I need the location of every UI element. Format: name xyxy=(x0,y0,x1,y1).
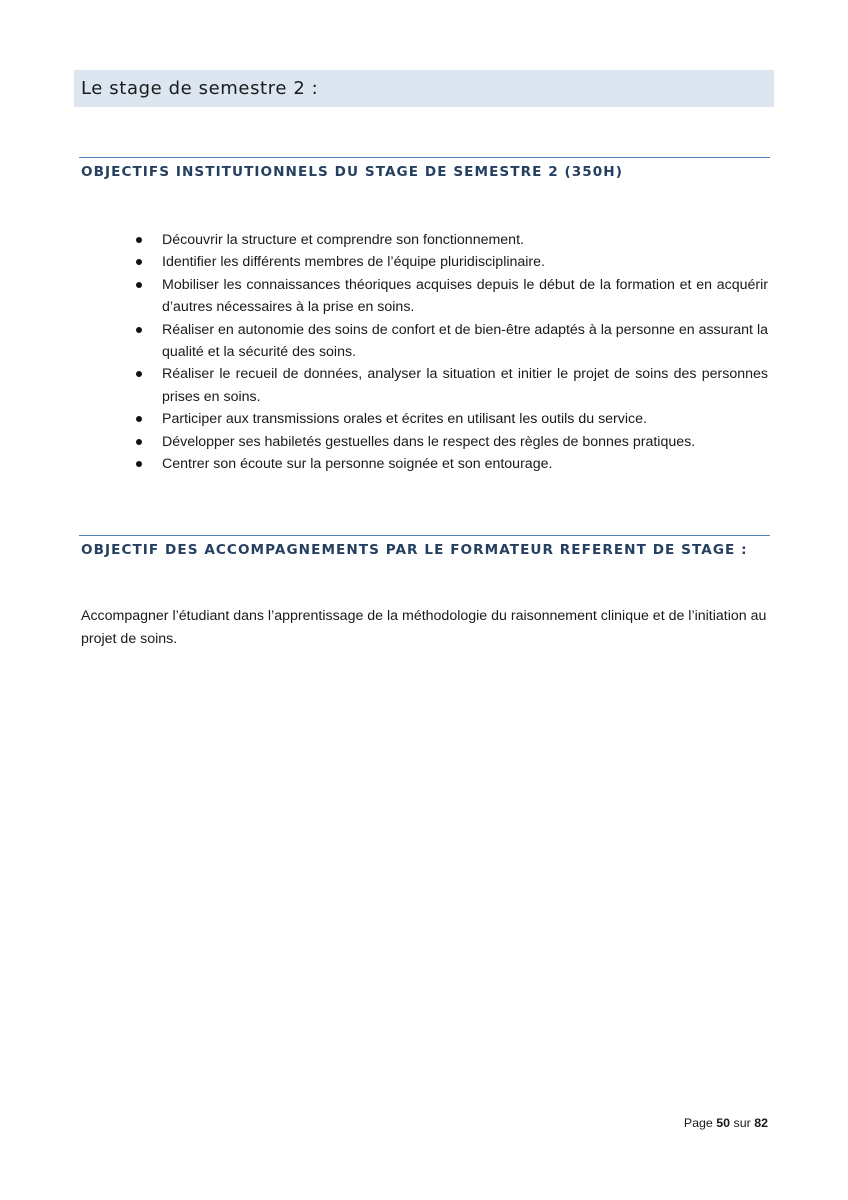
accompaniment-heading-text: OBJECTIF DES ACCOMPAGNEMENTS PAR LE FORMATEUR REFERENT DE STAGE : xyxy=(81,542,748,558)
page-label: Page xyxy=(683,1116,713,1130)
bullet-icon xyxy=(136,461,142,467)
list-item xyxy=(134,251,768,273)
bullet-icon xyxy=(136,439,142,445)
list-item xyxy=(134,453,768,475)
list-item-text: Identifier les différents membres de l’équipe pluridisciplinaire. xyxy=(162,254,545,271)
accompaniment-heading xyxy=(79,535,770,559)
list-item-text: Réaliser en autonomie des soins de confort et de bien-être adaptés à la personne en assurant la qualité et la sécurité des soins. xyxy=(162,321,768,361)
list-item xyxy=(134,229,768,251)
accompaniment-paragraph: Accompagner l’étudiant dans l’apprentissage de la méthodologie du raisonnement clinique et de l’initiation au projet de soins. xyxy=(81,608,767,647)
list-item xyxy=(134,274,768,319)
page-footer xyxy=(684,1116,768,1130)
page-number: 50 xyxy=(716,1116,731,1130)
list-item xyxy=(134,363,768,408)
objectives-heading xyxy=(79,157,770,181)
bullet-icon xyxy=(136,259,142,265)
list-item xyxy=(134,431,768,453)
list-item-text: Découvrir la structure et comprendre son fonctionnement. xyxy=(162,232,524,248)
list-item xyxy=(134,319,768,364)
bullet-icon xyxy=(136,282,142,288)
list-item-text: Réaliser le recueil de données, analyser la situation et initier le projet de soins des personnes prises en soins. xyxy=(162,366,768,405)
list-item-text: Participer aux transmissions orales et écrites en utilisant les outils du service. xyxy=(162,411,647,428)
objectives-heading-text: OBJECTIFS INSTITUTIONNELS DU STAGE DE SEMESTRE 2 (350H) xyxy=(81,164,623,180)
bullet-icon xyxy=(136,327,142,333)
list-item xyxy=(134,408,768,430)
section-banner xyxy=(74,70,774,107)
bullet-icon xyxy=(136,371,142,377)
bullet-icon xyxy=(136,237,142,243)
page-total: 82 xyxy=(754,1116,768,1130)
bullet-icon xyxy=(136,416,142,422)
list-item-text: Développer ses habiletés gestuelles dans le respect des règles de bonnes pratiques. xyxy=(162,433,696,450)
objectives-list xyxy=(134,229,768,475)
list-item-text: Centrer son écoute sur la personne soignée et son entourage. xyxy=(162,456,553,473)
page-sep-label: sur xyxy=(733,1116,751,1130)
list-item-text: Mobiliser les connaissances théoriques acquises depuis le début de la formation et en acquérir d’autres nécessaires à la prise en soins. xyxy=(162,276,768,316)
banner-title: Le stage de semestre 2 : xyxy=(81,78,319,99)
